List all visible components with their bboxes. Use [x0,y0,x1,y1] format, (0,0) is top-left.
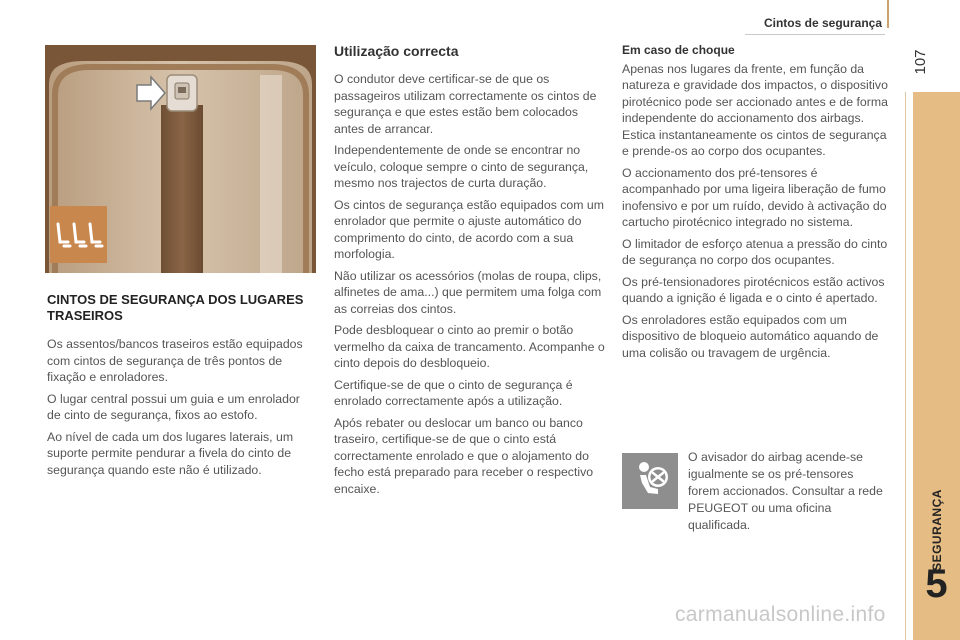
paragraph: Os assentos/bancos traseiros estão equipados com cintos de segurança de três pontos de fixação e enroladores. [47,337,303,384]
three-rear-seatbelts-icon [50,206,107,263]
section-heading: CINTOS DE SEGURANÇA DOS LUGARES TRASEIROS [47,292,304,323]
paragraph: Os pré-tensionadores pirotécnicos estão activos quando a ignição é ligada e o cinto é apertado. [622,274,885,305]
watermark: carmanualsonline.info [675,603,886,626]
running-header-title: Cintos de segurança [763,16,882,30]
side-divider [905,92,906,640]
paragraph: Certifique-se de que o cinto de segurança é enrolado correctamente após a utilização. [334,377,573,408]
seatbelt-photo [45,45,316,273]
chapter-number: 5 [925,562,948,606]
paragraph: Os cintos de segurança estão equipados com um enrolador que permite o ajuste automático do comprimento do cinto, de acordo com a sua morfologia. [334,197,605,261]
paragraph: Ao nível de cada um dos lugares laterais, um suporte permite pendurar a fivela do cinto de segurança quando este não é utilizado. [47,429,294,477]
header-accent-bar [887,0,889,28]
collision-section [622,42,894,366]
paragraph: O limitador de esforço atenua a pressão do cinto de segurança no corpo dos ocupantes. [622,236,888,267]
paragraph: O accionamento dos pré-tensores é acompanhado por uma ligeira liberação de fumo inofensivo e por um ruído, devido à activação do cartucho pirotécnico integrado no sistema. [622,165,887,229]
section-heading: Utilização correcta [334,43,459,59]
paragraph: Os enroladores estão equipados com um dispositivo de bloqueio automático aquando de uma colisão ou travagem de urgência. [622,312,879,360]
airbag-warning-icon [622,453,678,509]
paragraph: Não utilizar os acessórios (molas de roupa, clips, alfinetes de ama...) que permitem uma folga com as correias dos cintos. [334,268,602,316]
section-heading: Em caso de choque [622,43,735,57]
page-number: 107 [912,49,929,75]
paragraph: Pode desbloquear o cinto ao premir o botão vermelho da caixa de trancamento. Acompanhe o cinto depois do desbloqueio. [334,323,605,370]
paragraph: Após rebater ou deslocar um banco ou banco traseiro, certifique-se de que o cinto está correctamente enrolado e que o alojamento do fecho está preparado para receber o respectivo encaixe. [334,415,594,496]
paragraph: Apenas nos lugares da frente, em função da natureza e gravidade dos impactos, o dispositivo pirotécnico pode ser accionado antes e de forma independente do accionamento dos airbags. Estica instantaneamente os cintos de segurança e prende-os ao corpo dos ocupantes. [622,61,888,158]
correct-use-section [334,42,606,502]
paragraph: O condutor deve certificar-se de que os passageiros utilizam correctamente os cintos de segurança e que estes estão bem colocados antes de arrancar. [334,72,597,136]
paragraph: Independentemente de onde se encontrar no veículo, coloque sempre o cinto de segurança, mesmo nos trajectos de curta duração. [334,143,589,190]
chapter-tab-text: SEGURANÇA [930,489,944,571]
header-divider [745,34,885,35]
rear-seatbelts-section [47,292,309,483]
airbag-warning-note: O avisador do airbag acende-se igualmente se os pré-tensores forem accionados. Consultar a rede PEUGEOT ou uma oficina qualificada. [688,450,883,532]
paragraph: O lugar central possui um guia e um enrolador de cinto de segurança, fixos ao estofo. [47,391,300,422]
